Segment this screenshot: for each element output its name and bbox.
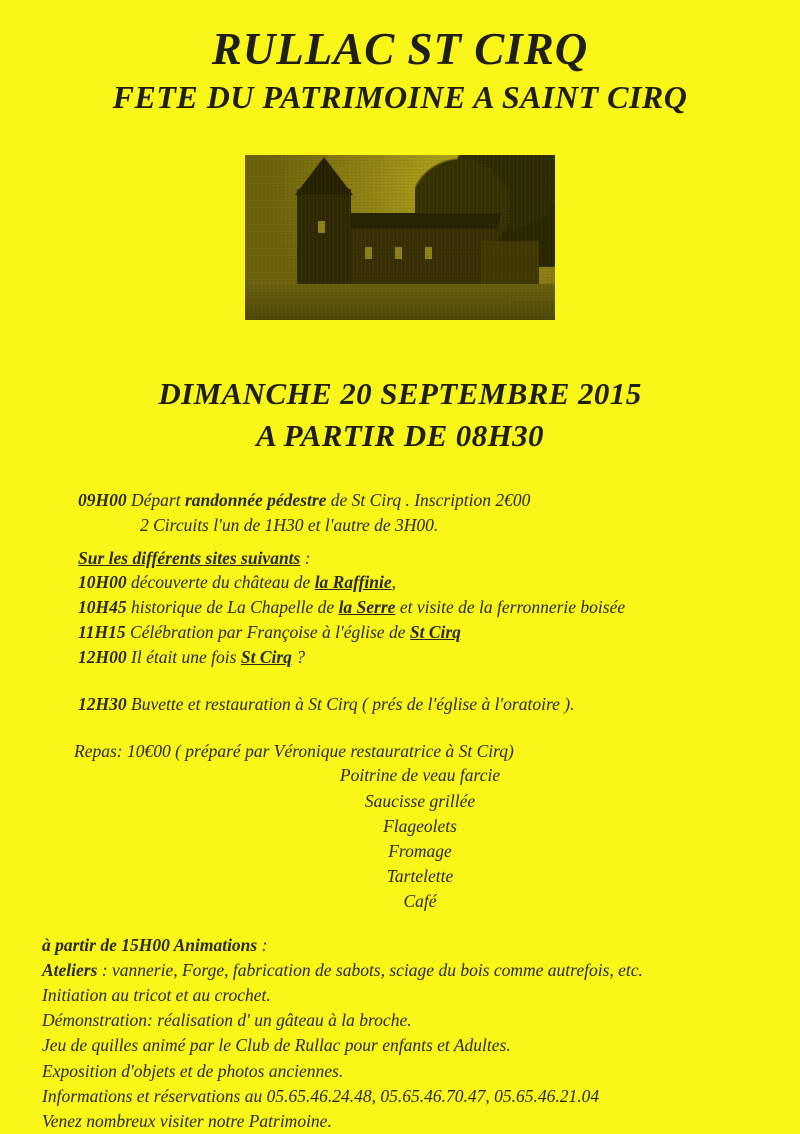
page-title: RULLAC ST CIRQ (211, 24, 589, 74)
schedule-walk-detail: 2 Circuits l'un de 1H30 et l'autre de 3H00. (140, 514, 439, 535)
schedule-item-pre: découverte du château de (131, 572, 315, 593)
walk-highlight: randonnée pédestre (184, 489, 327, 510)
poster (0, 26, 800, 1129)
schedule-item-pre: historique de La Chapelle de (131, 597, 339, 618)
afternoon-line: Initiation au tricot et au crochet. (42, 984, 271, 1005)
schedule-item-post: , (391, 572, 397, 593)
schedule-item-time: 10H00 (78, 572, 127, 593)
menu-item: Poitrine de veau farcie (339, 765, 501, 786)
schedule-item-time: 12H00 (78, 646, 127, 667)
walk-text-1: Départ (131, 489, 185, 510)
photo-grain-overlay (245, 155, 555, 320)
photo-container (30, 155, 770, 320)
schedule-item-pre: Célébration par Françoise à l'église de (130, 622, 410, 643)
meal-header: Repas: 10€00 ( préparé par Véronique restauratrice à St Cirq) (74, 740, 514, 761)
schedule-item (30, 645, 770, 670)
menu-item: Fromage (388, 841, 452, 861)
afternoon-header-colon: : (257, 934, 268, 955)
schedule-walk (30, 488, 770, 513)
afternoon-header (42, 933, 770, 958)
page-subtitle: FETE DU PATRIMOINE A SAINT CIRQ (112, 79, 688, 116)
event-start-time: A PARTIR DE 08H30 (256, 417, 544, 453)
walk-time: 09H00 (78, 489, 127, 510)
menu-item: Saucisse grillée (364, 790, 476, 811)
menu-item: Café (403, 891, 437, 912)
afternoon-line-label: Ateliers (42, 959, 98, 980)
schedule-item-post: et visite de la ferronnerie boisée (395, 597, 626, 618)
schedule-item (30, 570, 770, 595)
schedule-buvette (30, 692, 770, 717)
closing-line: Venez nombreux visiter notre Patrimoine. (42, 1110, 332, 1131)
sites-header-label: Sur les différents sites suivants (78, 547, 301, 568)
afternoon-line: Démonstration: réalisation d' un gâteau à la broche. (42, 1010, 412, 1031)
afternoon-line: Jeu de quilles animé par le Club de Rullac pour enfants et Adultes. (42, 1035, 511, 1056)
afternoon-line (42, 958, 770, 983)
schedule-item-time: 10H45 (78, 597, 127, 618)
menu-item: Flageolets (383, 815, 457, 836)
walk-text-2: de St Cirq . Inscription 2€00 (326, 489, 531, 510)
schedule-item-pre: Il était une fois (131, 646, 241, 667)
schedule-item-link: la Serre (338, 597, 396, 618)
afternoon-section (30, 933, 770, 1134)
schedule-item-time: 11H15 (78, 622, 126, 643)
program-section (30, 488, 770, 1134)
buvette-time: 12H30 (78, 693, 127, 714)
afternoon-line-text: : vannerie, Forge, fabrication de sabots, sciage du bois comme autrefois, etc. (97, 959, 643, 980)
event-date: DIMANCHE 20 SEPTEMBRE 2015 (158, 375, 642, 411)
schedule-item-post: ? (291, 646, 306, 667)
schedule-item (30, 620, 770, 645)
afternoon-line: Exposition d'objets et de photos anciennes. (42, 1060, 344, 1081)
date-block (30, 376, 770, 454)
schedule-item (30, 595, 770, 620)
sites-header (30, 546, 770, 571)
afternoon-header-label: à partir de 15H00 Animations (42, 934, 258, 955)
church-photo (245, 155, 555, 320)
contact-line: Informations et réservations au 05.65.46.24.48, 05.65.46.70.47, 05.65.46.21.04 (42, 1085, 600, 1106)
schedule-item-link: la Raffinie (314, 572, 392, 593)
buvette-text: Buvette et restauration à St Cirq ( prés de l'église à l'oratoire ). (131, 693, 575, 714)
menu-item: Tartelette (386, 866, 454, 887)
schedule-item-link: St Cirq (409, 622, 461, 643)
sites-header-colon: : (300, 547, 311, 568)
meal-menu (30, 763, 770, 914)
schedule-item-link: St Cirq (240, 646, 292, 667)
